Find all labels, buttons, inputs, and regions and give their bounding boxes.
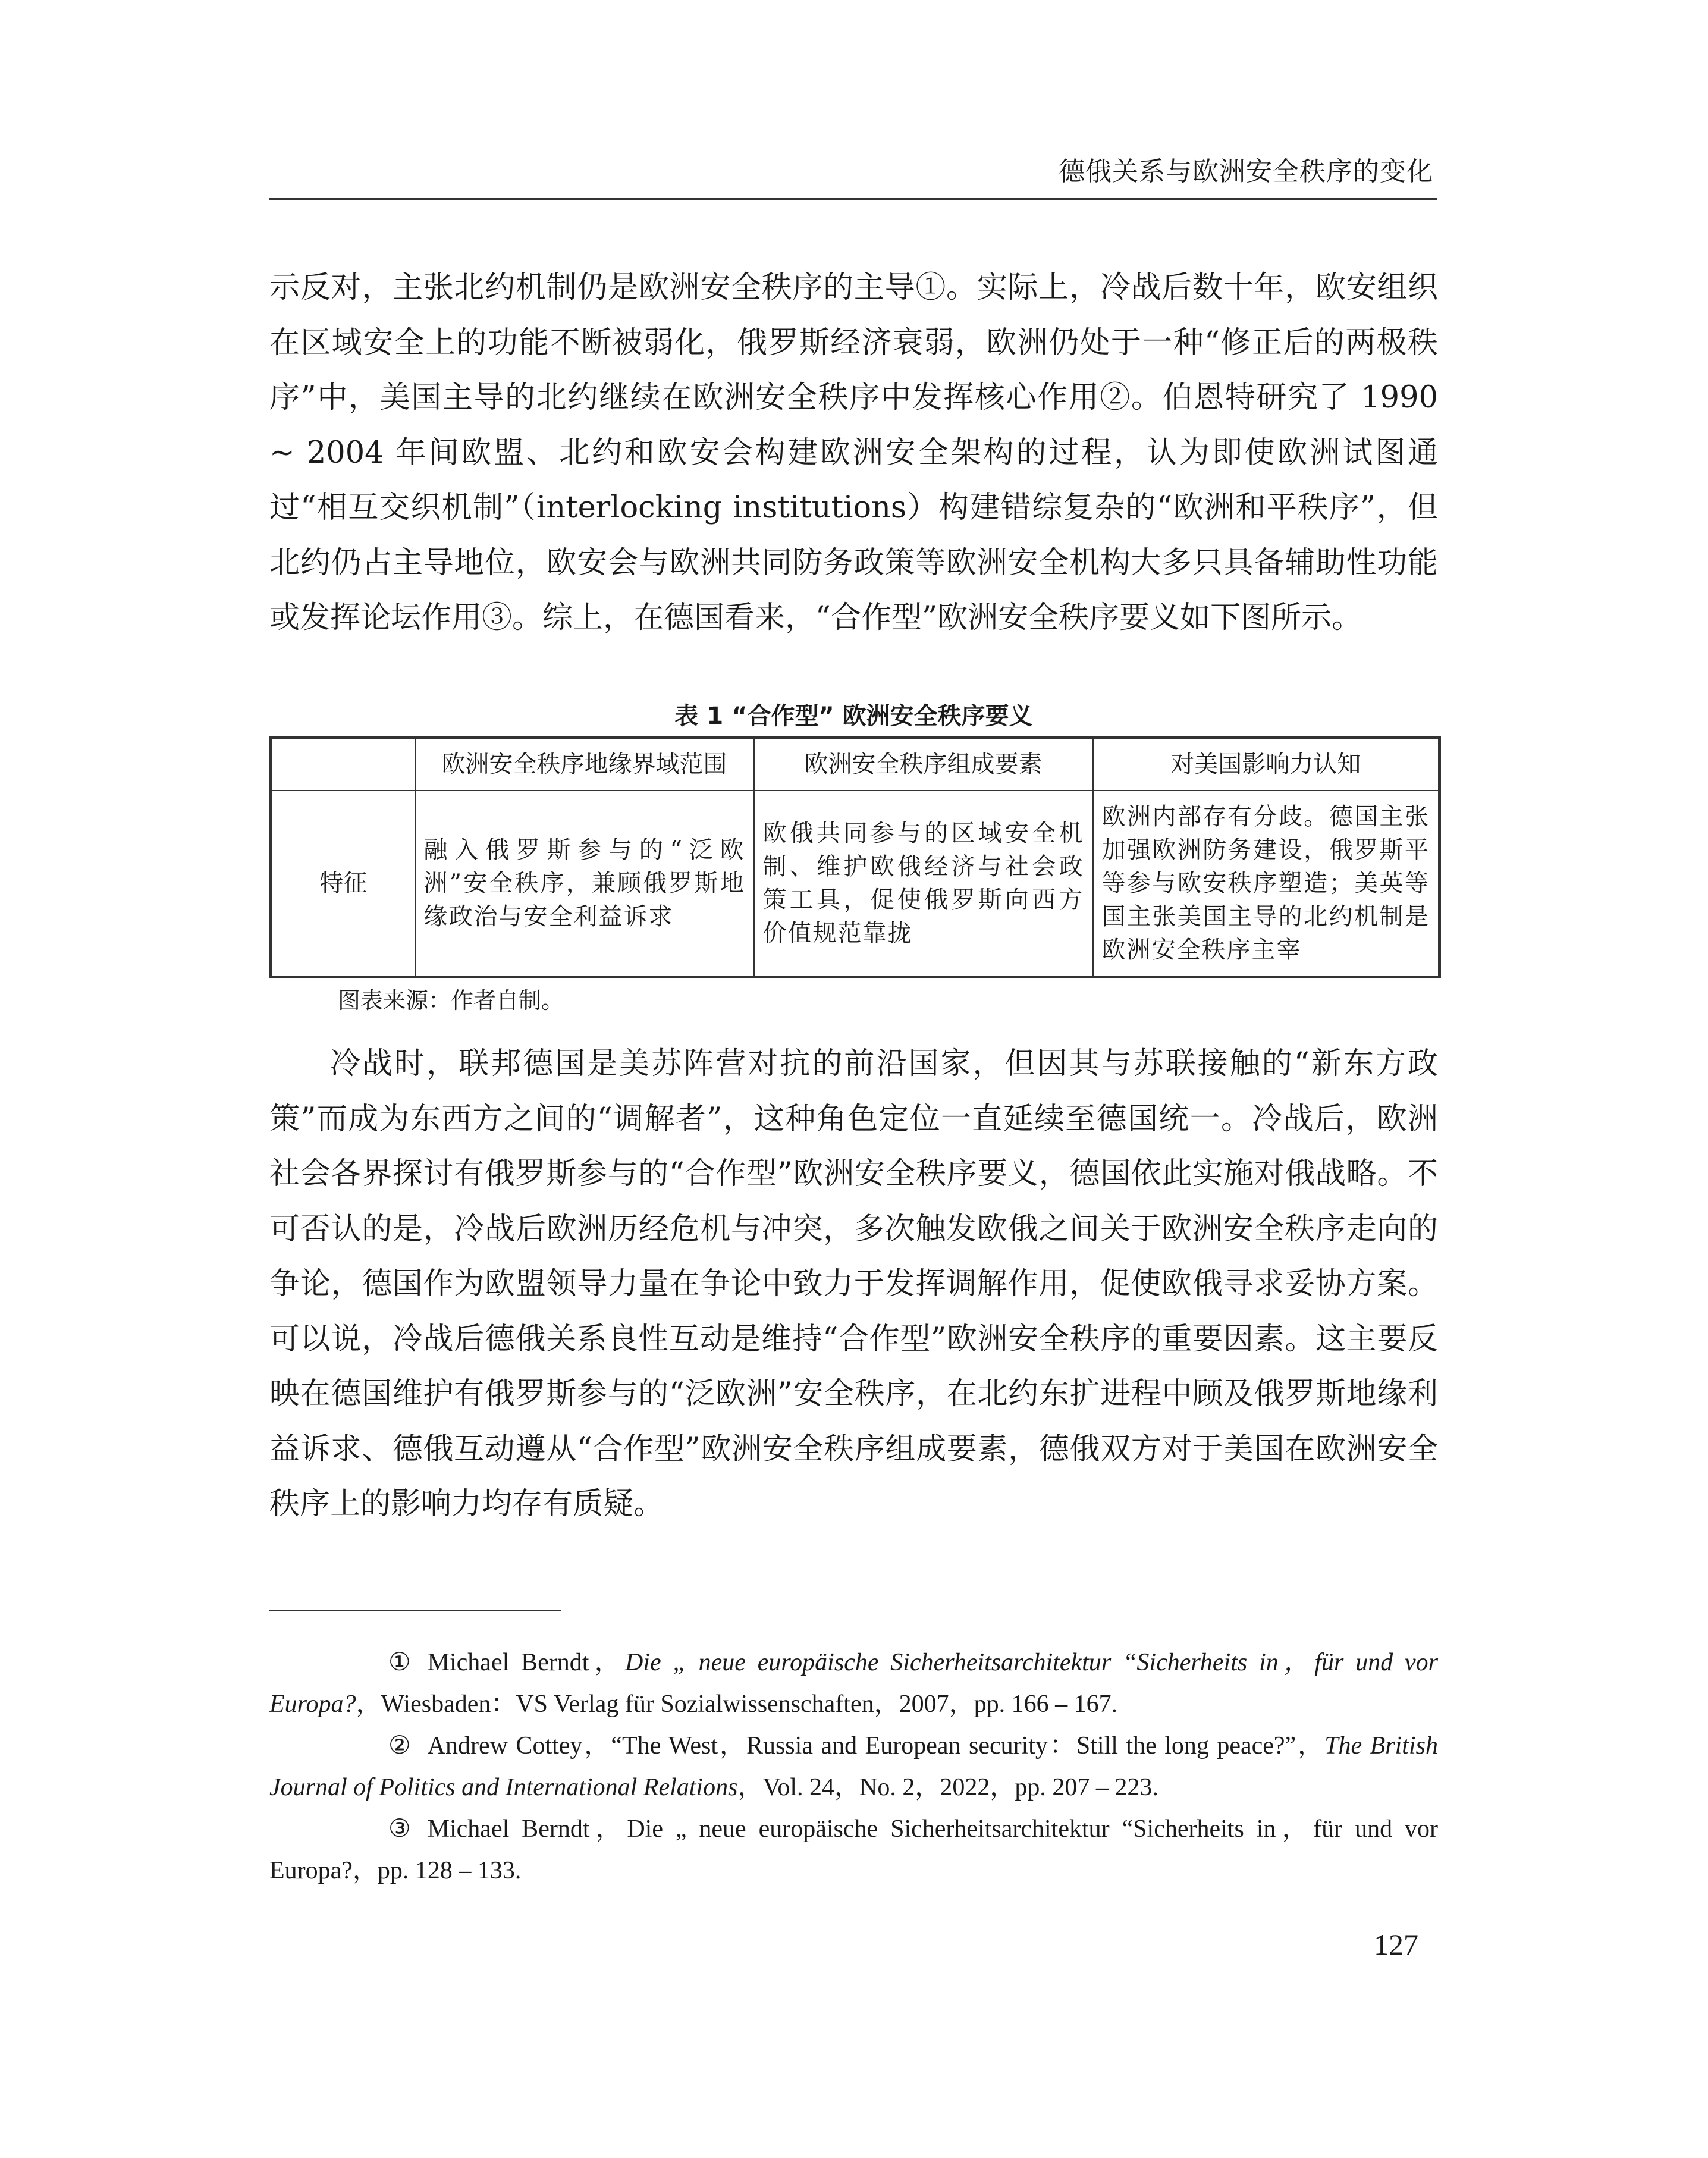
footnote-2 bbox=[269, 1725, 1438, 1808]
cooperative-order-table bbox=[269, 736, 1441, 978]
running-header-title: 德俄关系与欧洲安全秩序的变化 bbox=[1059, 156, 1433, 187]
table-row-label: 特征 bbox=[271, 791, 415, 977]
table-cell-components: 欧俄共同参与的区域安全机制、维护欧俄经济与社会政策工具，促使俄罗斯向西方价值规范靠拢 bbox=[754, 791, 1093, 977]
table-cell-geographic-scope: 融入俄罗斯参与的“泛欧洲”安全秩序，兼顾俄罗斯地缘政治与安全利益诉求 bbox=[415, 791, 754, 977]
table-cell-us-influence: 欧洲内部存有分歧。德国主张加强欧洲防务建设，俄罗斯平等参与欧安秩序塑造；美英等国主张美国主导的北约机制是欧洲安全秩序主宰 bbox=[1093, 791, 1440, 977]
page-number: 127 bbox=[1374, 1928, 1418, 1961]
header-rule bbox=[269, 198, 1437, 200]
body-paragraph-1: 示反对，主张北约机制仍是欧洲安全秩序的主导①。实际上，冷战后数十年，欧安组织在区域安全上的功能不断被弱化，俄罗斯经济衰弱，欧洲仍处于一种“修正后的两极秩序”中，美国主导的北约继续在欧洲安全秩序中发挥核心作用②。伯恩特研究了 1990 ~ 2004 年间欧盟、北约和欧安会构建欧洲安全架构的过程，认为即使欧洲试图通过“相互交织机制”（interlocking institutions）构建错综复杂的“欧洲和平秩序”，但北约仍占主导地位，欧安会与欧洲共同防务政策等欧洲安全机构大多只具备辅助性功能或发挥论坛作用③。综上，在德国看来，“合作型”欧洲安全秩序要义如下图所示。 bbox=[269, 270, 1438, 635]
table-header-row bbox=[271, 738, 1440, 791]
footnote-marker: ② bbox=[388, 1732, 411, 1759]
table-header-us-influence: 对美国影响力认知 bbox=[1093, 738, 1440, 791]
footnote-author: Andrew Cottey， bbox=[427, 1732, 611, 1759]
table-title: 表 1 “合作型” 欧洲安全秩序要义 bbox=[674, 702, 1033, 730]
footnote-book-title: Die „ neue europäische Sicherheitsarchitektur “Sicherheits in，für und vor Europa? bbox=[269, 1649, 1439, 1718]
footnote-author: Michael Berndt， bbox=[427, 1815, 627, 1843]
footnote-article-title: “The West，Russia and European security：Still the long peace?”， bbox=[611, 1732, 1325, 1759]
table-header-corner bbox=[271, 738, 415, 791]
footnote-marker: ③ bbox=[388, 1815, 411, 1843]
table-row bbox=[271, 791, 1440, 977]
table-header-geographic-scope: 欧洲安全秩序地缘界域范围 bbox=[415, 738, 754, 791]
footnote-publication: ，Wiesbaden：VS Verlag für Sozialwissenschaften，2007，pp. 166 – 167. bbox=[356, 1690, 1118, 1718]
footnote-publication: ，Vol. 24，No. 2，2022，pp. 207 – 223. bbox=[737, 1774, 1158, 1801]
footnote-marker: ① bbox=[388, 1649, 411, 1676]
footnote-1 bbox=[269, 1642, 1438, 1725]
footnote-3 bbox=[269, 1808, 1438, 1892]
footnote-rule bbox=[269, 1610, 561, 1611]
footnote-journal-title: The British Journal of Politics and International Relations bbox=[269, 1732, 1438, 1801]
table-source-note: 图表来源：作者自制。 bbox=[338, 987, 564, 1014]
body-paragraph-2: 冷战时，联邦德国是美苏阵营对抗的前沿国家，但因其与苏联接触的“新东方政策”而成为东西方之间的“调解者”，这种角色定位一直延续至德国统一。冷战后，欧洲社会各界探讨有俄罗斯参与的“合作型”欧洲安全秩序要义，德国依此实施对俄战略。不可否认的是，冷战后欧洲历经危机与冲突，多次触发欧俄之间关于欧洲安全秩序走向的争论，德国作为欧盟领导力量在争论中致力于发挥调解作用，促使欧俄寻求妥协方案。可以说，冷战后德俄关系良性互动是维持“合作型”欧洲安全秩序的重要因素。这主要反映在德国维护有俄罗斯参与的“泛欧洲”安全秩序，在北约东扩进程中顾及俄罗斯地缘利益诉求、德俄互动遵从“合作型”欧洲安全秩序组成要素，德俄双方对于美国在欧洲安全秩序上的影响力均存有质疑。 bbox=[269, 1046, 1438, 1522]
table-header-components: 欧洲安全秩序组成要素 bbox=[754, 738, 1093, 791]
footnote-author: Michael Berndt， bbox=[427, 1649, 626, 1676]
footnote-citation: Die „ neue europäische Sicherheitsarchitektur “Sicherheits in，für und vor Europa?，pp. 128 – 133. bbox=[269, 1815, 1438, 1884]
